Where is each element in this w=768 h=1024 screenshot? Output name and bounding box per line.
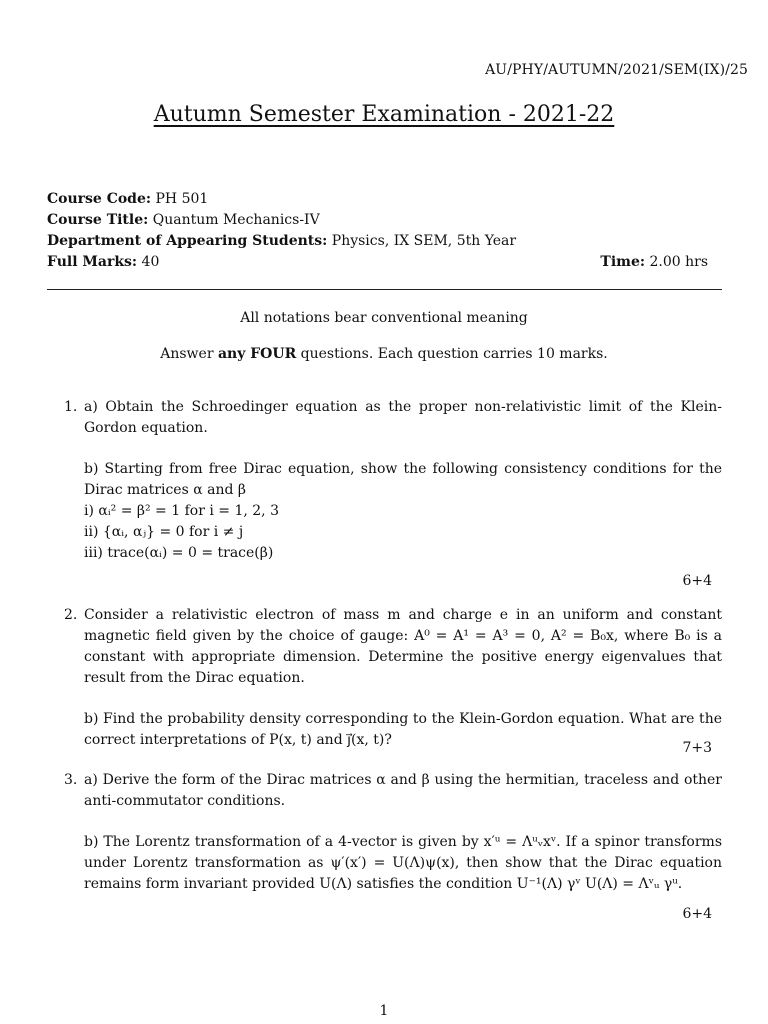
question-body xyxy=(84,397,722,564)
course-code-label: Course Code: xyxy=(47,191,152,207)
course-code-value: PH 501 xyxy=(155,191,209,207)
full-marks-value: 40 xyxy=(141,254,160,270)
full-marks-label: Full Marks: xyxy=(47,254,138,270)
course-code-row xyxy=(47,189,722,210)
question-number: 3. xyxy=(64,772,78,788)
course-info xyxy=(47,189,722,273)
question-3 xyxy=(64,770,722,895)
exam-title: Autumn Semester Examination - 2021-22 xyxy=(153,102,615,127)
condition-item-2: ii) {αᵢ, αⱼ} = 0 for i ≠ j xyxy=(84,524,244,540)
exam-code: AU/PHY/AUTUMN/2021/SEM(IX)/25 xyxy=(485,62,748,78)
answer-emphasis: any FOUR xyxy=(217,346,297,362)
course-title-row xyxy=(47,210,722,231)
question-number: 1. xyxy=(64,399,78,415)
question-body xyxy=(84,770,722,895)
question-2 xyxy=(64,605,722,751)
course-title-label: Course Title: xyxy=(47,212,149,228)
course-title-value: Quantum Mechanics-IV xyxy=(152,212,320,228)
question-2-marks: 7+3 xyxy=(682,740,712,756)
question-1-marks: 6+4 xyxy=(682,573,712,589)
question-part-b: b) The Lorentz transformation of a 4-vector is given by x′ᵘ = Λᵘᵥxᵛ. If a spinor transforms under Lorentz transformation as ψ′(x′) = U(Λ)ψ(x), then show that the Dirac equation remains form invariant provided U(Λ) satisfies the condition U⁻¹(Λ) γᵛ U(Λ) = Λᵛᵤ γᵘ. xyxy=(84,834,722,892)
divider xyxy=(47,289,722,290)
department-value: Physics, IX SEM, 5th Year xyxy=(331,233,517,249)
condition-item-3: iii) trace(αᵢ) = 0 = trace(β) xyxy=(84,545,274,561)
answer-instruction xyxy=(0,344,768,365)
question-part-a: a) Derive the form of the Dirac matrices α and β using the hermitian, traceless and other anti-commutator conditions. xyxy=(84,772,722,809)
question-part-a: a) Obtain the Schroedinger equation as the proper non-relativistic limit of the Klein-Gordon equation. xyxy=(84,399,722,436)
exam-title-container xyxy=(0,100,768,130)
page-number: 1 xyxy=(379,1003,389,1019)
question-number: 2. xyxy=(64,607,78,623)
answer-prefix: Answer xyxy=(160,346,218,362)
marks-time-row xyxy=(47,252,722,273)
notation-note: All notations bear conventional meaning xyxy=(240,310,528,326)
department-label: Department of Appearing Students: xyxy=(47,233,328,249)
question-part-b: b) Find the probability density corresponding to the Klein-Gordon equation. What are the correct interpretations of P(x, t) and j⃗(x, t)? xyxy=(84,711,722,748)
question-3-marks: 6+4 xyxy=(682,906,712,922)
time-label: Time: xyxy=(600,254,646,270)
question-1 xyxy=(64,397,722,564)
time-block xyxy=(600,252,708,273)
question-part-a: Consider a relativistic electron of mass m and charge e in an uniform and constant magnetic field given by the choice of gauge: A⁰ = A¹ = A³ = 0, A² = B₀x, where B₀ is a constant with appropriate dimension. Determine the positive energy eigenvalues that result from the Dirac equation. xyxy=(84,607,722,686)
condition-item-1: i) αᵢ² = β² = 1 for i = 1, 2, 3 xyxy=(84,503,279,519)
department-row xyxy=(47,231,722,252)
question-body xyxy=(84,605,722,751)
time-value: 2.00 hrs xyxy=(649,254,708,270)
answer-suffix: questions. Each question carries 10 marks. xyxy=(296,346,608,362)
question-part-b: b) Starting from free Dirac equation, show the following consistency conditions for the Dirac matrices α and β xyxy=(84,461,722,498)
